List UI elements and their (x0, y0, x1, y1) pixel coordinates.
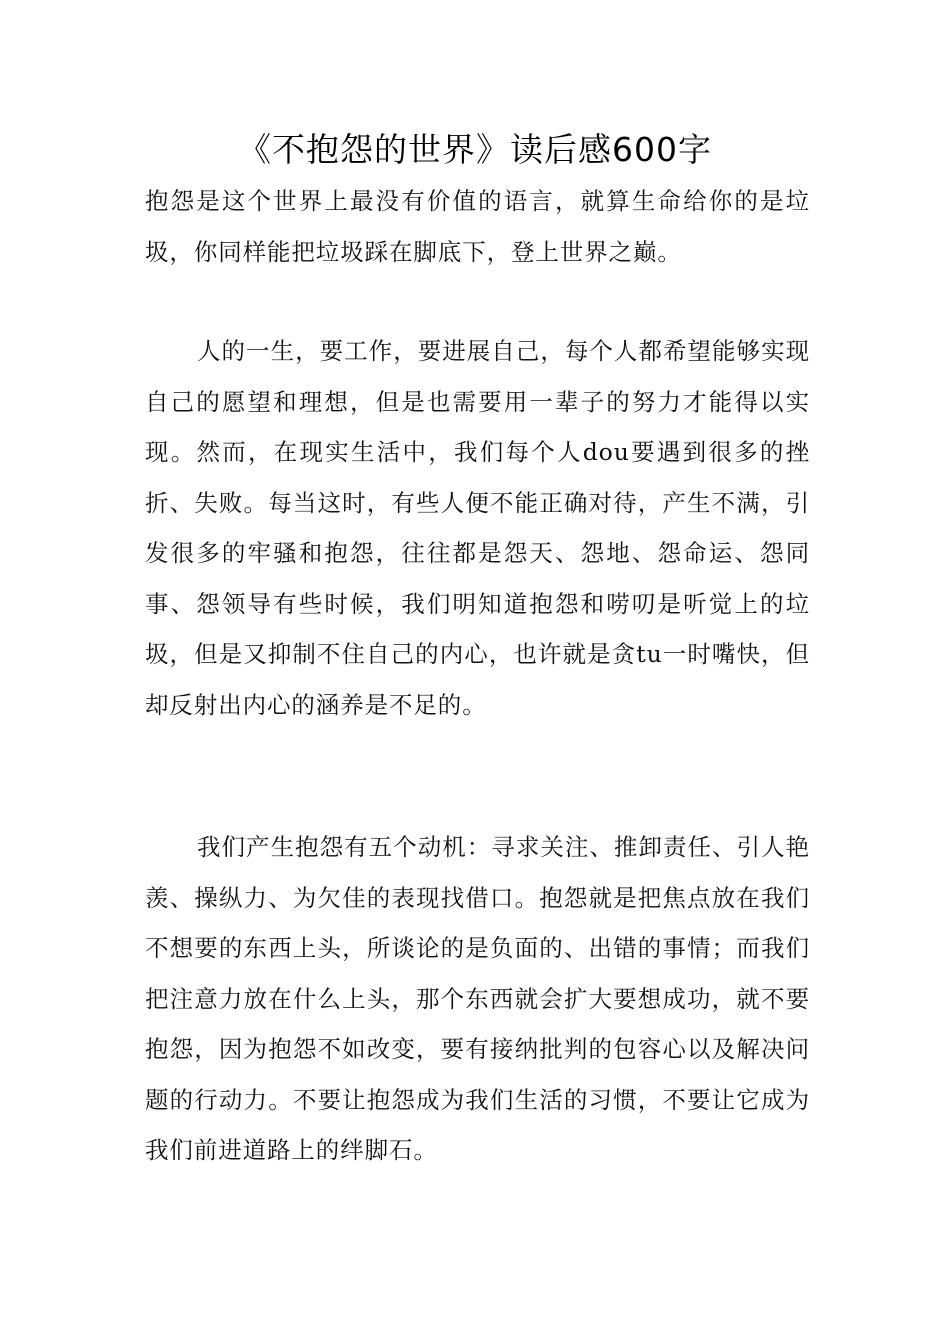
paragraph-body-1: 人的一生，要工作，要进展自己，每个人都希望能够实现自己的愿望和理想，但是也需要用一辈子的努力才能得以实现。然而，在现实生活中，我们每个人dou要遇到很多的挫折、失败。每当这时，有些人便不能正确对待，产生不满，引发很多的牢骚和抱怨，往往都是怨天、怨地、怨命运、怨同事、怨领导有些时候，我们明知道抱怨和唠叨是听觉上的垃圾，但是又抑制不住自己的内心，也许就是贪tu一时嘴快，但却反射出内心的涵养是不足的。 (145, 337, 810, 719)
paragraph-intro: 抱怨是这个世界上最没有价值的语言，就算生命给你的是垃圾，你同样能把垃圾踩在脚底下，登上世界之巅。 (145, 187, 810, 266)
paragraph-body-2: 我们产生抱怨有五个动机：寻求关注、推卸责任、引人艳羡、操纵力、为欠佳的表现找借口。抱怨就是把焦点放在我们不想要的东西上头，所谈论的是负面的、出错的事情；而我们把注意力放在什么上头，那个东西就会扩大要想成功，就不要抱怨，因为抱怨不如改变，要有接纳批判的包容心以及解决问题的行动力。不要让抱怨成为我们生活的习惯，不要让它成为我们前进道路上的绊脚石。 (145, 833, 810, 1164)
document-title: 《不抱怨的世界》读后感600字 (238, 130, 712, 169)
